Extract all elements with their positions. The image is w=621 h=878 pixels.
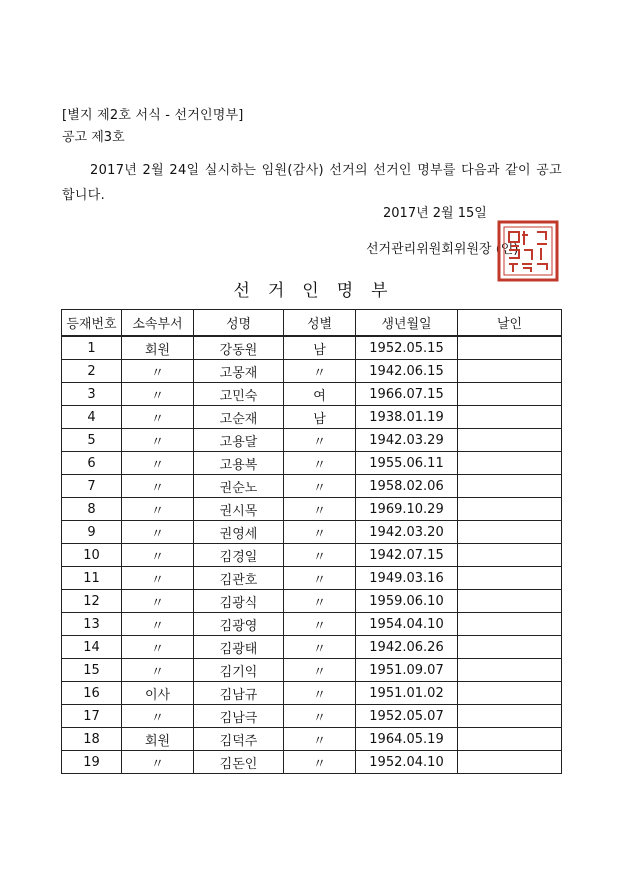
row-gender: 〃: [284, 429, 356, 452]
row-birthdate: 1966.07.15: [356, 383, 458, 406]
row-dept: 〃: [122, 751, 194, 774]
row-seal-cell: [458, 452, 562, 475]
row-dept: 이사: [122, 682, 194, 705]
row-name: 김기익: [194, 659, 284, 682]
row-name: 김덕주: [194, 728, 284, 751]
row-gender: 〃: [284, 567, 356, 590]
row-number: 4: [62, 406, 122, 429]
row-dept: 〃: [122, 429, 194, 452]
table-row: [62, 336, 562, 360]
row-dept: 〃: [122, 521, 194, 544]
row-dept: 〃: [122, 383, 194, 406]
row-seal-cell: [458, 429, 562, 452]
row-number: 1: [62, 336, 122, 360]
roster-title: 선거인명부: [233, 281, 406, 301]
row-birthdate: 1938.01.19: [356, 406, 458, 429]
row-birthdate: 1969.10.29: [356, 498, 458, 521]
row-number: 11: [62, 567, 122, 590]
table-row: [62, 636, 562, 659]
row-name: 고몽재: [194, 360, 284, 383]
row-gender: 〃: [284, 452, 356, 475]
row-birthdate: 1952.05.15: [356, 336, 458, 360]
row-gender: 〃: [284, 360, 356, 383]
column-header-name: 성명: [194, 310, 284, 337]
table-row: [62, 383, 562, 406]
row-name: 고용달: [194, 429, 284, 452]
row-name: 김남극: [194, 705, 284, 728]
row-name: 김광식: [194, 590, 284, 613]
row-dept: 〃: [122, 406, 194, 429]
row-seal-cell: [458, 751, 562, 774]
row-gender: 〃: [284, 590, 356, 613]
row-dept: 〃: [122, 705, 194, 728]
row-gender: 남: [284, 406, 356, 429]
row-gender: 여: [284, 383, 356, 406]
row-seal-cell: [458, 544, 562, 567]
row-seal-cell: [458, 636, 562, 659]
table-row: [62, 452, 562, 475]
row-dept: 〃: [122, 498, 194, 521]
row-seal-cell: [458, 360, 562, 383]
row-seal-cell: [458, 728, 562, 751]
row-name: 권순노: [194, 475, 284, 498]
row-gender: 〃: [284, 613, 356, 636]
row-name: 권영세: [194, 521, 284, 544]
row-dept: 〃: [122, 590, 194, 613]
row-seal-cell: [458, 567, 562, 590]
row-dept: 〃: [122, 567, 194, 590]
row-name: 김광태: [194, 636, 284, 659]
table-row: [62, 613, 562, 636]
row-name: 권시목: [194, 498, 284, 521]
row-gender: 〃: [284, 682, 356, 705]
table-row: [62, 475, 562, 498]
row-seal-cell: [458, 498, 562, 521]
row-seal-cell: [458, 705, 562, 728]
roster-body: [62, 336, 562, 774]
row-number: 5: [62, 429, 122, 452]
row-number: 3: [62, 383, 122, 406]
row-gender: 〃: [284, 705, 356, 728]
notice-body: 2017년 2월 24일 실시하는 임원(감사) 선거의 선거인 명부를 다음과 같이 공고합니다.: [62, 163, 562, 203]
row-seal-cell: [458, 521, 562, 544]
row-number: 17: [62, 705, 122, 728]
row-birthdate: 1951.09.07: [356, 659, 458, 682]
row-gender: 〃: [284, 728, 356, 751]
row-seal-cell: [458, 682, 562, 705]
row-dept: 회원: [122, 728, 194, 751]
row-number: 13: [62, 613, 122, 636]
row-birthdate: 1942.03.20: [356, 521, 458, 544]
row-dept: 〃: [122, 544, 194, 567]
row-seal-cell: [458, 659, 562, 682]
table-row: [62, 544, 562, 567]
row-name: 고순재: [194, 406, 284, 429]
row-number: 12: [62, 590, 122, 613]
row-dept: 〃: [122, 613, 194, 636]
table-row: [62, 728, 562, 751]
column-header-number: 등재번호: [62, 310, 122, 337]
table-row: [62, 429, 562, 452]
column-header-dept: 소속부서: [122, 310, 194, 337]
row-seal-cell: [458, 406, 562, 429]
row-birthdate: 1954.04.10: [356, 613, 458, 636]
form-reference: [별지 제2호 서식 - 선거인명부]: [62, 108, 244, 123]
row-birthdate: 1951.01.02: [356, 682, 458, 705]
row-seal-cell: [458, 336, 562, 360]
table-row: [62, 567, 562, 590]
row-seal-cell: [458, 383, 562, 406]
row-number: 15: [62, 659, 122, 682]
table-row: [62, 682, 562, 705]
row-gender: 〃: [284, 475, 356, 498]
row-name: 강동원: [194, 336, 284, 360]
table-row: [62, 406, 562, 429]
table-row: [62, 521, 562, 544]
row-name: 고민숙: [194, 383, 284, 406]
row-number: 16: [62, 682, 122, 705]
table-row: [62, 659, 562, 682]
signer: 선거관리위원회위원장 (인): [366, 242, 519, 257]
row-name: 김남규: [194, 682, 284, 705]
table-row: [62, 498, 562, 521]
row-birthdate: 1958.02.06: [356, 475, 458, 498]
row-gender: 〃: [284, 659, 356, 682]
row-birthdate: 1942.03.29: [356, 429, 458, 452]
row-birthdate: 1942.07.15: [356, 544, 458, 567]
official-seal-stamp: [497, 220, 559, 282]
row-gender: 〃: [284, 521, 356, 544]
row-number: 8: [62, 498, 122, 521]
row-number: 19: [62, 751, 122, 774]
column-header-birthdate: 생년월일: [356, 310, 458, 337]
row-gender: 〃: [284, 544, 356, 567]
column-header-seal: 날인: [458, 310, 562, 337]
row-dept: 〃: [122, 636, 194, 659]
row-name: 김돈인: [194, 751, 284, 774]
row-number: 18: [62, 728, 122, 751]
notice-number: 공고 제3호: [62, 130, 125, 145]
table-row: [62, 751, 562, 774]
row-birthdate: 1955.06.11: [356, 452, 458, 475]
row-dept: 〃: [122, 475, 194, 498]
table-row: [62, 590, 562, 613]
row-name: 김관호: [194, 567, 284, 590]
voter-roster-table: [61, 309, 562, 774]
row-dept: 〃: [122, 452, 194, 475]
row-name: 김광영: [194, 613, 284, 636]
row-dept: 회원: [122, 336, 194, 360]
row-seal-cell: [458, 475, 562, 498]
row-birthdate: 1952.04.10: [356, 751, 458, 774]
notice-date: 2017년 2월 15일: [383, 206, 487, 221]
table-row: [62, 705, 562, 728]
row-seal-cell: [458, 613, 562, 636]
row-number: 6: [62, 452, 122, 475]
row-number: 7: [62, 475, 122, 498]
row-number: 10: [62, 544, 122, 567]
row-number: 9: [62, 521, 122, 544]
row-gender: 〃: [284, 751, 356, 774]
row-number: 14: [62, 636, 122, 659]
row-gender: 〃: [284, 498, 356, 521]
row-gender: 〃: [284, 636, 356, 659]
table-row: [62, 360, 562, 383]
column-header-gender: 성별: [284, 310, 356, 337]
row-gender: 남: [284, 336, 356, 360]
row-dept: 〃: [122, 659, 194, 682]
row-dept: 〃: [122, 360, 194, 383]
row-birthdate: 1959.06.10: [356, 590, 458, 613]
row-name: 고용복: [194, 452, 284, 475]
row-birthdate: 1949.03.16: [356, 567, 458, 590]
row-seal-cell: [458, 590, 562, 613]
row-name: 김경일: [194, 544, 284, 567]
row-birthdate: 1964.05.19: [356, 728, 458, 751]
row-birthdate: 1942.06.26: [356, 636, 458, 659]
table-header-row: [62, 310, 562, 337]
row-birthdate: 1952.05.07: [356, 705, 458, 728]
row-birthdate: 1942.06.15: [356, 360, 458, 383]
row-number: 2: [62, 360, 122, 383]
